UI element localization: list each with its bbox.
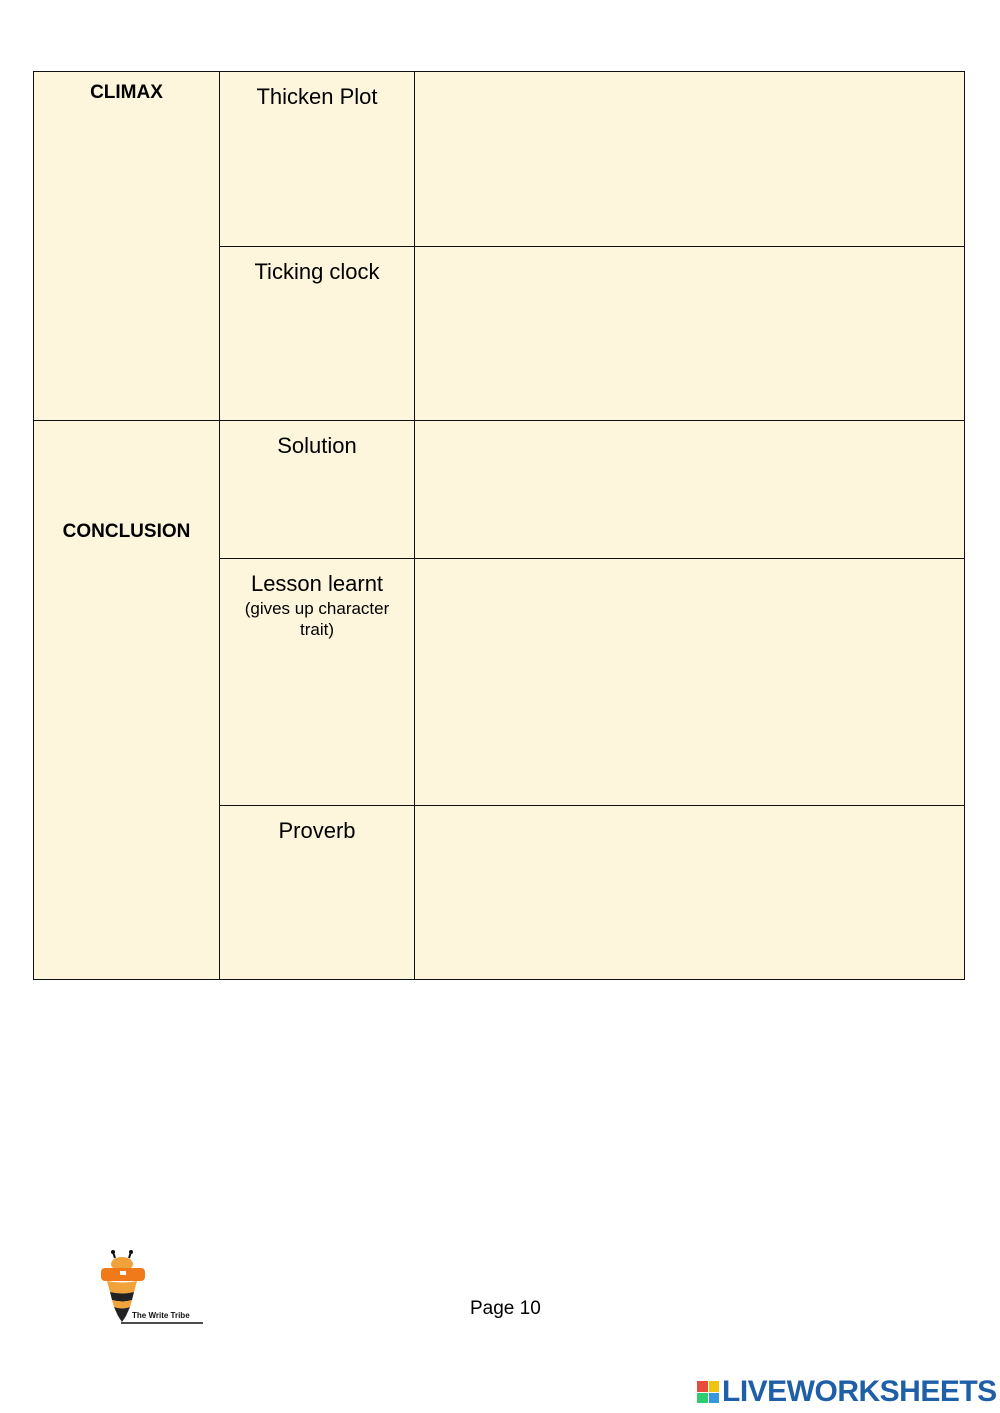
element-proverb-cell bbox=[220, 806, 415, 980]
page-number: Page 10 bbox=[470, 1298, 541, 1319]
liveworksheets-watermark bbox=[697, 1376, 997, 1408]
element-proverb-label: Proverb bbox=[278, 818, 356, 843]
the-write-tribe-logo bbox=[99, 1250, 209, 1325]
element-lesson-learnt-note: (gives up character trait) bbox=[244, 599, 390, 639]
element-ticking-clock-label: Ticking clock bbox=[254, 259, 380, 284]
element-thicken-plot-label: Thicken Plot bbox=[256, 84, 378, 109]
liveworksheets-brand-text: LIVEWORKSHEETS bbox=[722, 1375, 997, 1408]
section-conclusion-label: CONCLUSION bbox=[62, 521, 191, 542]
answer-lesson-learnt-field[interactable] bbox=[415, 559, 965, 806]
element-lesson-learnt-label: Lesson learnt bbox=[250, 571, 384, 596]
section-climax-label: CLIMAX bbox=[90, 82, 163, 103]
element-ticking-clock-cell bbox=[220, 247, 415, 421]
element-solution-cell bbox=[220, 421, 415, 559]
element-lesson-learnt-cell bbox=[220, 559, 415, 806]
element-thicken-plot-cell bbox=[220, 72, 415, 247]
element-solution-label: Solution bbox=[277, 433, 357, 458]
bee-logo-icon bbox=[99, 1250, 209, 1325]
section-conclusion-cell bbox=[34, 421, 220, 980]
answer-solution-field[interactable] bbox=[415, 421, 965, 559]
answer-proverb-field[interactable] bbox=[415, 806, 965, 980]
table-row bbox=[34, 72, 965, 247]
liveworksheets-logo-icon bbox=[697, 1381, 719, 1403]
section-climax-cell bbox=[34, 72, 220, 421]
logo-text: The Write Tribe bbox=[132, 1311, 190, 1320]
answer-ticking-clock-field[interactable] bbox=[415, 247, 965, 421]
answer-thicken-plot-field[interactable] bbox=[415, 72, 965, 247]
story-plan-table bbox=[33, 71, 965, 980]
table-row bbox=[34, 421, 965, 559]
